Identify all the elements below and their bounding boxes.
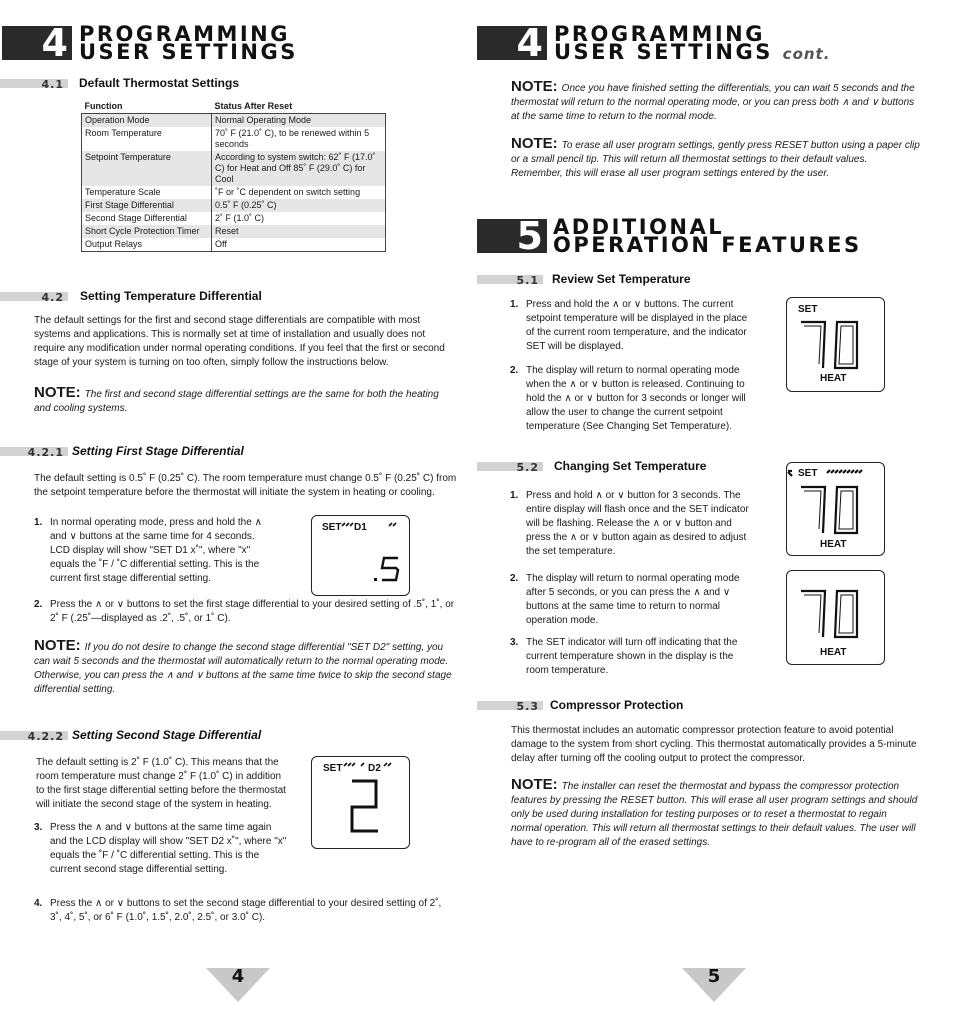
list-item bbox=[34, 821, 294, 879]
continued-label: cont. bbox=[782, 45, 831, 63]
lcd-stage-indicator: D1 bbox=[354, 522, 367, 533]
chapter-title bbox=[553, 215, 862, 257]
note-label: NOTE: bbox=[34, 384, 81, 401]
chapter-4-block bbox=[2, 26, 72, 60]
table-header: Function bbox=[84, 101, 123, 111]
step-number: 1. bbox=[34, 517, 43, 528]
lcd-value-digits bbox=[312, 757, 409, 848]
function-cell: Temperature Scale bbox=[82, 186, 212, 199]
status-cell: ˚F or ˚C dependent on switch setting bbox=[212, 186, 386, 199]
list-item bbox=[34, 598, 459, 628]
function-cell: Output Relays bbox=[82, 238, 212, 252]
paragraph: This thermostat includes an automatic compressor protection feature to avoid potential damage to the system from short cycling. This thermostat automatically provides a 5-minute delay after turning off the cooling output to protect the compressor. bbox=[511, 725, 917, 764]
note bbox=[511, 137, 921, 181]
chapter-5-block bbox=[477, 219, 547, 253]
status-cell: According to system switch: 62˚ F (17.0˚ C) for Heat and Off 85˚ F (29.0˚ C) for Cool bbox=[212, 151, 386, 186]
note-label: NOTE: bbox=[511, 78, 558, 95]
chapter-title-line2: USER SETTINGS bbox=[79, 40, 298, 64]
chapter-title-line2: USER SETTINGS bbox=[554, 40, 773, 64]
lcd-mode-indicator: HEAT bbox=[820, 539, 847, 550]
step-number: 2. bbox=[34, 599, 43, 610]
section-title: Default Thermostat Settings bbox=[79, 76, 240, 90]
function-cell: Second Stage Differential bbox=[82, 212, 212, 225]
list-item bbox=[510, 489, 750, 561]
chapter-title bbox=[79, 22, 298, 64]
function-cell: Setpoint Temperature bbox=[82, 151, 212, 186]
chapter-4-block bbox=[477, 26, 547, 60]
lcd-value-digits bbox=[787, 298, 884, 391]
status-cell: Normal Operating Mode bbox=[212, 114, 386, 128]
lcd-mode-indicator: HEAT bbox=[820, 373, 847, 384]
section-number: 4.2.2 bbox=[27, 730, 64, 743]
function-cell: Room Temperature bbox=[82, 127, 212, 151]
note-text: The first and second stage differential settings are the same for both the heating and cooling systems. bbox=[34, 389, 439, 414]
step-text: Press and hold the ∧ or ∨ buttons. The current setpoint temperature will be displayed in the place of the current room temperature, and the indicator SET will be displayed. bbox=[526, 299, 748, 352]
table-row bbox=[82, 186, 386, 199]
step-text: Press and hold ∧ or ∨ button for 3 seconds. The entire display will flash once and the SET indicator will be flashing. Release the ∧ or ∨ button and press the ∧ or ∨ button again as desired to adjust the set temperature. bbox=[526, 490, 749, 557]
table-row bbox=[82, 225, 386, 238]
section-title: Setting Temperature Differential bbox=[80, 289, 262, 303]
step-text: In normal operating mode, press and hold the ∧ and ∨ buttons at the same time for 4 seconds. LCD display will show "SET D1 x˚", where "x" equals the ˚F / ˚C differential setting. This is the current first stage differential setting. bbox=[50, 517, 262, 584]
step-text: Press the ∧ or ∨ buttons to set the first stage differential to your desired setting of .5˚, 1˚, or 2˚ F (.25˚—displayed as .2˚, .5˚, or 1˚ C). bbox=[50, 599, 455, 624]
step-text: The SET indicator will turn off indicating that the current temperature shown in the display is the room temperature. bbox=[526, 637, 738, 676]
step-text: Press the ∧ or ∨ buttons to set the second stage differential to your desired setting of 2˚, 3˚, 4˚, 5˚, or 6˚ F (1.0˚, 1.5˚, 2.0˚, 2.5˚, or 3.0˚ C). bbox=[50, 898, 442, 923]
step-text: Press the ∧ and ∨ buttons at the same time again and the LCD display will show "SET D2 x˚", where "x" equals the ˚F / ˚C differential setting. This is the current second stage differential setting. bbox=[50, 822, 287, 875]
chapter-title bbox=[554, 22, 831, 64]
lcd-set-indicator: SET bbox=[798, 468, 818, 479]
lcd-display-room bbox=[786, 570, 885, 665]
table-row bbox=[82, 199, 386, 212]
status-cell: 2˚ F (1.0˚ C) bbox=[212, 212, 386, 225]
chapter-title-line2: OPERATION FEATURES bbox=[553, 233, 862, 257]
page-number: 4 bbox=[231, 966, 245, 987]
paragraph: The default setting is 0.5˚ F (0.25˚ C). The room temperature must change 0.5˚ F (0.25˚ C) from the setpoint temperature before the thermostat will initiate the system in heating or cooling. bbox=[34, 473, 457, 498]
table-row bbox=[82, 238, 386, 252]
status-cell: Reset bbox=[212, 225, 386, 238]
step-number: 2. bbox=[510, 573, 519, 584]
chapter-number: 4 bbox=[41, 26, 68, 60]
note bbox=[511, 80, 921, 124]
table-row bbox=[82, 127, 386, 151]
step-number: 3. bbox=[510, 637, 519, 648]
default-settings-table bbox=[81, 100, 386, 252]
note-text: If you do not desire to change the second stage differential "SET D2" setting, you can wait 5 seconds and the thermostat will automatically return to the normal operating mode. Otherwise, you can press the ∧ and ∨ buttons at the same time twice to skip the second stage differential setting. bbox=[34, 642, 452, 695]
status-cell: 70˚ F (21.0˚ C), to be renewed within 5 seconds bbox=[212, 127, 386, 151]
paragraph: The default settings for the first and second stage differentials are compatible with most systems and applications. This is normally set at time of installation and usually does not require any modification under normal operating conditions. If you feel that the first or second stage of your system is turning on too often, simply follow the instructions below. bbox=[34, 315, 445, 368]
lcd-value-digits bbox=[312, 516, 409, 595]
list-item bbox=[510, 298, 750, 358]
step-number: 2. bbox=[510, 365, 519, 376]
table-row bbox=[82, 212, 386, 225]
table-row bbox=[82, 114, 386, 128]
lcd-value-digits bbox=[787, 463, 884, 555]
note-label: NOTE: bbox=[511, 135, 558, 152]
paragraph: The default setting is 2˚ F (1.0˚ C). This means that the room temperature must change 2˚ F (1.0˚ C) in addition to the first stage differential setting before the thermostat will initiate the second stage of the system in heating. bbox=[36, 757, 286, 810]
list-item bbox=[510, 572, 750, 630]
section-number: 5.3 bbox=[516, 700, 539, 713]
section-number: 5.1 bbox=[516, 274, 539, 287]
chapter-number: 5 bbox=[516, 219, 543, 253]
note-label: NOTE: bbox=[511, 776, 558, 793]
function-cell: Operation Mode bbox=[82, 114, 212, 128]
section-number: 4.2.1 bbox=[27, 446, 64, 459]
section-title: Compressor Protection bbox=[550, 698, 684, 712]
chapter-title-line1: ADDITIONAL bbox=[553, 215, 725, 239]
section-title: Setting First Stage Differential bbox=[72, 444, 244, 458]
page-number-marker bbox=[206, 968, 270, 1002]
step-number: 4. bbox=[34, 898, 43, 909]
section-title: Setting Second Stage Differential bbox=[72, 728, 262, 742]
note bbox=[34, 386, 454, 416]
lcd-value-digits bbox=[787, 571, 884, 664]
step-number: 1. bbox=[510, 299, 519, 310]
section-number: 4.2 bbox=[41, 291, 64, 304]
table-row bbox=[82, 151, 386, 186]
section-title: Changing Set Temperature bbox=[554, 459, 707, 473]
lcd-set-indicator: SET bbox=[798, 304, 818, 315]
page-number-marker bbox=[682, 968, 746, 1002]
note-label: NOTE: bbox=[34, 637, 81, 654]
note bbox=[511, 778, 919, 850]
status-cell: 0.5˚ F (0.25˚ C) bbox=[212, 199, 386, 212]
lcd-stage-indicator: D2 bbox=[368, 763, 381, 774]
step-text: The display will return to normal operating mode when the ∧ or ∨ button is released. Continuing to hold the ∧ or ∨ button for 3 seconds or longer will allow the user to change the current setpoint temperature (See Changing Set Temperature). bbox=[526, 365, 746, 432]
lcd-set-indicator: SET bbox=[322, 522, 342, 533]
step-number: 3. bbox=[34, 822, 43, 833]
lcd-set-indicator: SET bbox=[323, 763, 343, 774]
step-text: The display will return to normal operating mode after 5 seconds, or you can press the ∧ and ∨ buttons at the same time to return to normal operation mode. bbox=[526, 573, 740, 626]
list-item bbox=[510, 364, 750, 436]
lcd-display-setpoint bbox=[786, 297, 885, 392]
step-number: 1. bbox=[510, 490, 519, 501]
lcd-display-flashing bbox=[786, 462, 885, 556]
table-header: Status After Reset bbox=[214, 101, 293, 111]
lcd-mode-indicator: HEAT bbox=[820, 647, 847, 658]
status-cell: Off bbox=[212, 238, 386, 252]
list-item bbox=[34, 897, 459, 927]
section-number: 4.1 bbox=[41, 78, 64, 91]
note bbox=[34, 639, 454, 697]
section-number: 5.2 bbox=[516, 461, 539, 474]
lcd-display-d2 bbox=[311, 756, 410, 849]
note-text: Once you have finished setting the differentials, you can wait 5 seconds and the thermostat will return to the normal operating mode, or you can press both ∧ and ∨ buttons at the same time to return to the normal mode. bbox=[511, 83, 915, 122]
chapter-title-line1: PROGRAMMING bbox=[79, 22, 290, 46]
function-cell: Short Cycle Protection Timer bbox=[82, 225, 212, 238]
function-cell: First Stage Differential bbox=[82, 199, 212, 212]
list-item bbox=[34, 516, 266, 586]
note-text: To erase all user program settings, gently press RESET button using a paper clip or a small pencil tip. This will return all thermostat settings to their default values. Remember, this will erase all user program settings entered by the user. bbox=[511, 140, 920, 179]
section-title: Review Set Temperature bbox=[552, 272, 691, 286]
chapter-title-line1: PROGRAMMING bbox=[554, 22, 765, 46]
lcd-display-d1 bbox=[311, 515, 410, 596]
list-item bbox=[510, 636, 750, 680]
page-number: 5 bbox=[707, 966, 721, 987]
chapter-number: 4 bbox=[516, 26, 543, 60]
note-text: The installer can reset the thermostat and bypass the compressor protection features by pressing the RESET button. This will erase all user program settings and should only be used during installation for testing purposes or to reset a thermostat to regain normal operation. This will return all thermostat settings to their default values. The user will have to re-program all of the erased settings. bbox=[511, 781, 918, 848]
